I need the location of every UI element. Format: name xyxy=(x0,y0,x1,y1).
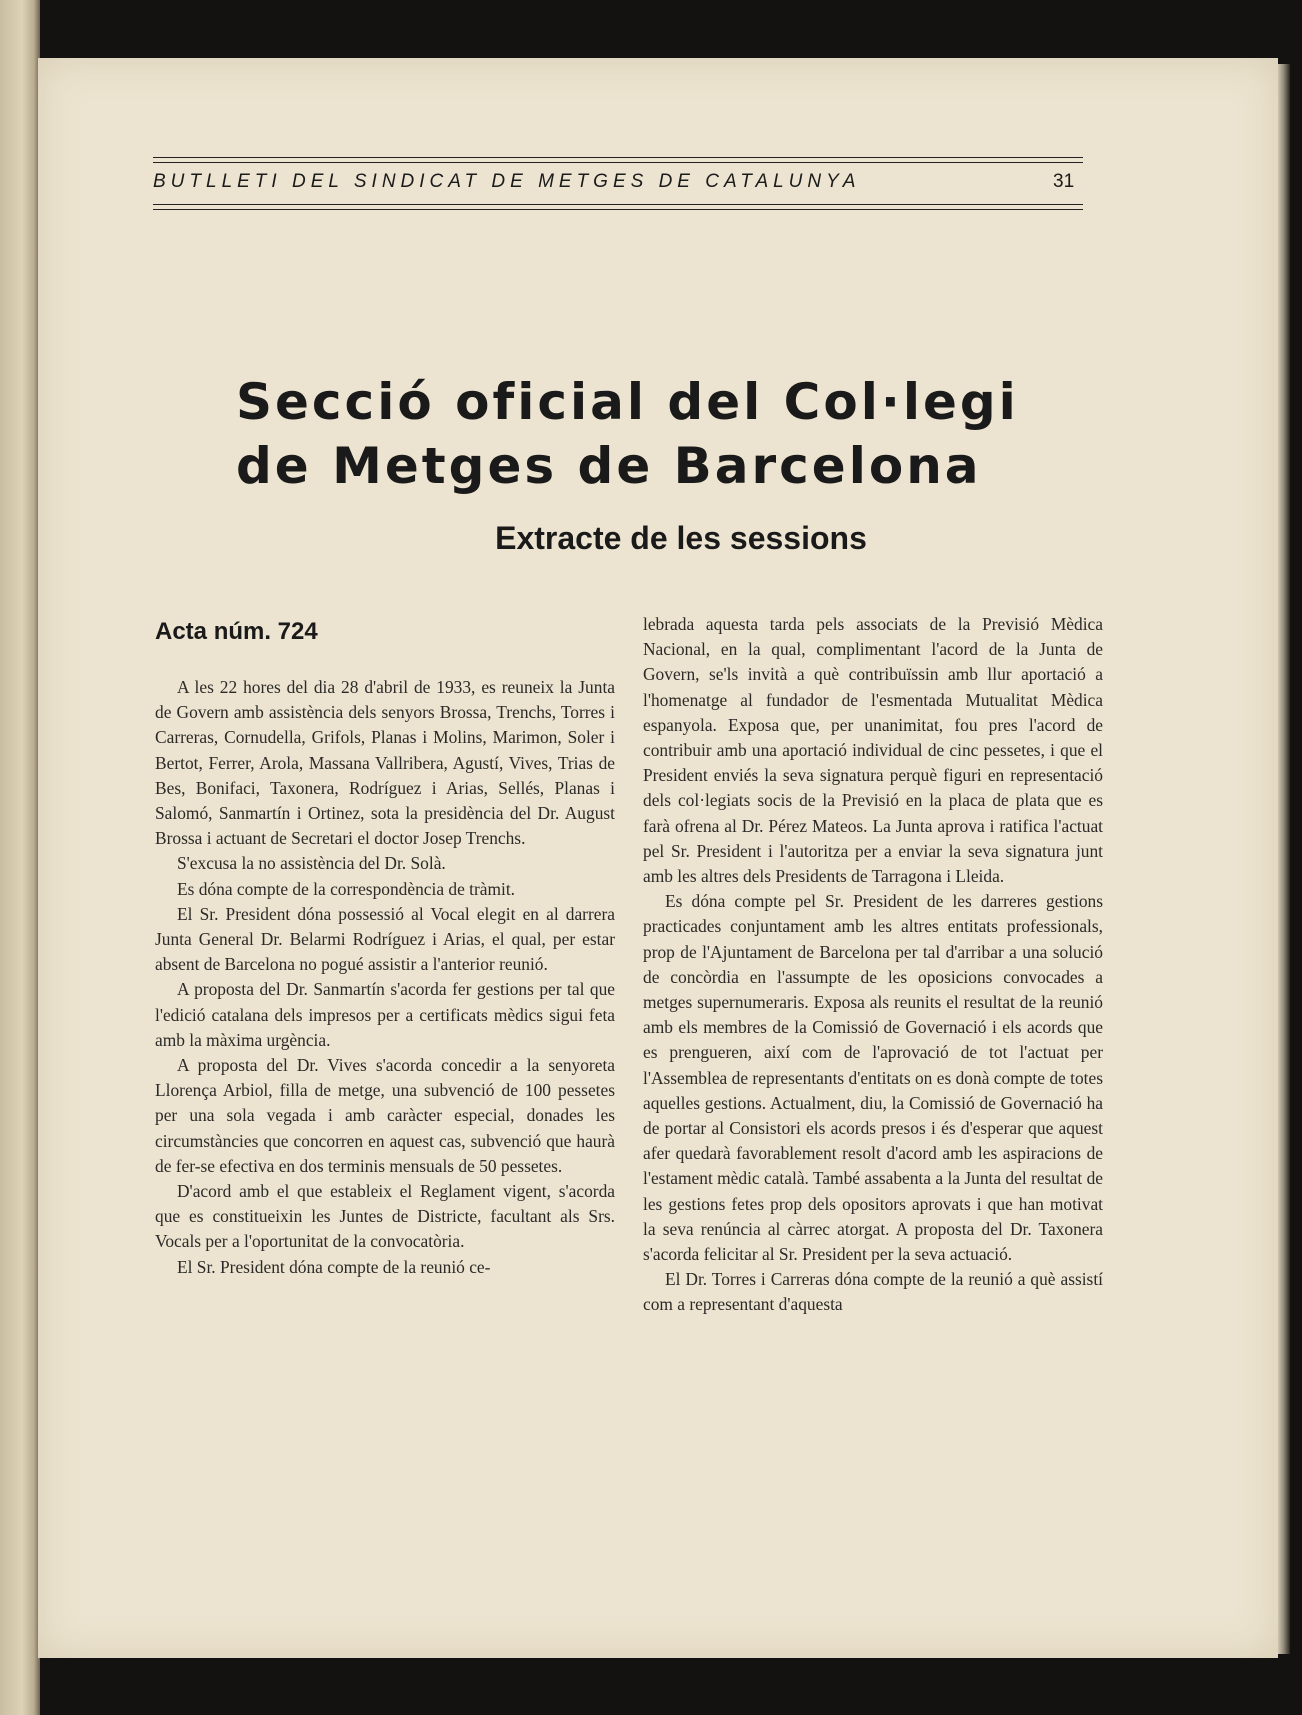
header-rule-bottom xyxy=(153,204,1083,205)
right-column xyxy=(643,612,1103,1318)
running-header xyxy=(113,100,1098,220)
header-rule-top xyxy=(153,157,1083,158)
paragraph: lebrada aquesta tarda pels associats de la Previsió Mèdica Nacional, en la qual, complimentant l'acord de la Junta de Govern, se'ls invità a què contribuïssin amb llur aportació a l'homenatge al fundador de l'esmentada Mutualitat Mèdica espanyola. Exposa que, per unanimitat, fou pres l'acord de contribuir amb una aportació individual de cinc pessetes, i que el President enviés la seva signatura perquè figuri en representació dels col·legiats socis de la Previsió en la placa de plata que es farà ofrena al Dr. Pérez Mateos. La Junta aprova i ratifica l'actuat pel Sr. President i l'autoritza per a enviar la seva signatura junt amb les altres dels Presidents de Tarragona i Lleida. xyxy=(643,614,1103,887)
section-title-line-2: de Metges de Barcelona xyxy=(236,437,982,495)
header-rule-top-2 xyxy=(153,162,1083,163)
paragraph: El Sr. President dóna compte de la reunió ce- xyxy=(177,1256,491,1277)
paragraph: A proposta del Dr. Sanmartín s'acorda fer gestions per tal que l'edició catalana dels impresos per a certificats mèdics sigui feta amb la màxima urgència. xyxy=(155,979,615,1050)
paragraph: Es dóna compte pel Sr. President de les darreres gestions practicades conjuntament amb les altres entitats professionals, prop de l'Ajuntament de Barcelona per tal d'arribar a una solució de concòrdia en l'assumpte de les oposicions convocades a metges supernumeraris. Exposa als reunits el resultat de la reunió amb els membres de la Comissió de Governació i els acords que es prengueren, així com de l'aprovació de tot l'actuat per l'Assemblea de representants d'entitats on es donà compte de totes aquelles gestions. Actualment, diu, la Comissió de Governació ha de portar al Consistori els acords presos i és d'esperar que aquest afer quedarà favorablement resolt d'acord amb les aspiracions de l'estament mèdic català. També assabenta a la Junta del resultat de les gestions fetes prop dels opositors aprovats i que han motivat la seva renúncia al càrrec atorgat. A proposta del Dr. Taxonera s'acorda felicitar al Sr. President per la seva actuació. xyxy=(643,891,1103,1265)
section-title xyxy=(236,370,1036,498)
book-spine xyxy=(0,0,40,1715)
paragraph: D'acord amb el que estableix el Reglament vigent, s'acorda que es constitueixin les Juntes de Districte, facultant als Srs. Vocals per a l'oportunitat de la convocatòria. xyxy=(155,1181,615,1252)
paragraph: A proposta del Dr. Vives s'acorda concedir a la senyoreta Llorença Arbiol, filla de metge, una subvenció de 100 pessetes per una sola vegada i amb caràcter especial, donades les circumstàncies que concorren en aquest cas, subvenció que haurà de fer-se efectiva en dos terminis mensuals de 50 pessetes. xyxy=(155,1055,615,1176)
paragraph: Es dóna compte de la correspondència de tràmit. xyxy=(177,878,516,899)
left-column xyxy=(155,617,615,1280)
page-number: 31 xyxy=(1053,171,1075,192)
section-title-line-1: Secció oficial del Col·legi xyxy=(236,373,1019,431)
header-rule-bottom-2 xyxy=(153,209,1083,210)
paragraph: El Sr. President dóna possessió al Vocal elegit en al darrera Junta General Dr. Belarmi Rodríguez i Arias, el qual, per estar absent de Barcelona no pogué assistir a l'anterior reunió. xyxy=(155,903,615,975)
running-title: BUTLLETI DEL SINDICAT DE METGES DE CATALUNYA xyxy=(153,171,861,192)
paragraph: S'excusa la no assistència del Dr. Solà. xyxy=(177,853,446,874)
paragraph: El Dr. Torres i Carreras dóna compte de la reunió a què assistí com a representant d'aquesta xyxy=(643,1269,1103,1315)
paragraph: A les 22 hores del dia 28 d'abril de 1933, es reuneix la Junta de Govern amb assistència dels senyors Brossa, Trenchs, Torres i Carreras, Cornudella, Grifols, Planas i Molins, Marimon, Soler i Bertot, Ferrer, Arola, Massana Vallribera, Agustí, Vives, Trias de Bes, Bonifaci, Taxonera, Rodríguez i Arias, Sellés, Planas i Salomó, Sanmartín i Ortinez, sota la presidència del Dr. August Brossa i actuant de Secretari el doctor Josep Trenchs. xyxy=(155,677,615,849)
page-edge xyxy=(1278,64,1290,1654)
acta-heading: Acta núm. 724 xyxy=(155,618,318,645)
section-subtitle: Extracte de les sessions xyxy=(495,520,867,556)
